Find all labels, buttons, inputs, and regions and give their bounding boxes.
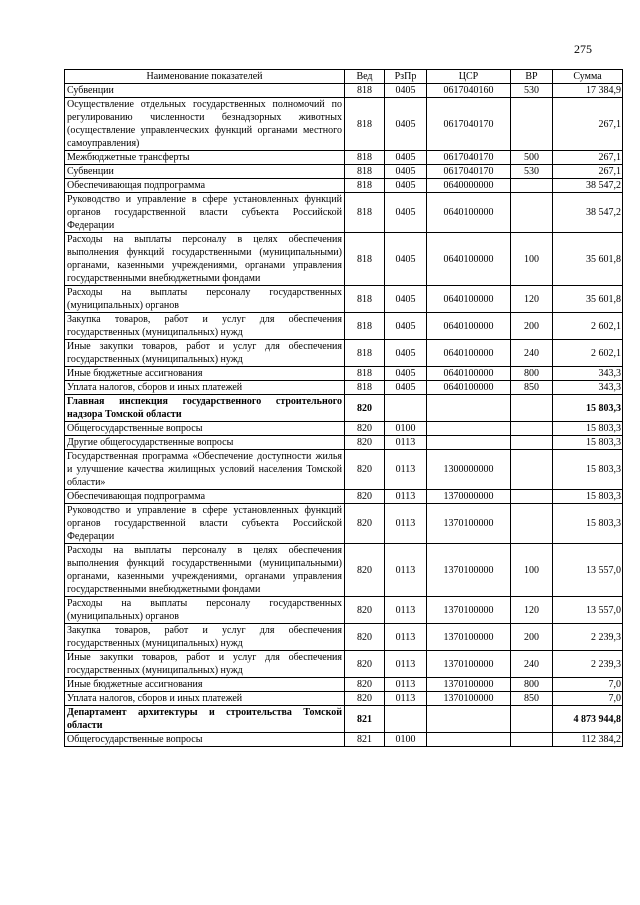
cell-sum: 343,3 [553, 381, 623, 395]
table-header-row [65, 70, 623, 84]
cell-rzpr: 0405 [385, 340, 427, 367]
table-row [65, 733, 623, 747]
cell-vr: 240 [511, 340, 553, 367]
cell-sum: 2 602,1 [553, 313, 623, 340]
cell-csr: 1370000000 [427, 490, 511, 504]
cell-csr: 0640100000 [427, 286, 511, 313]
cell-rzpr: 0405 [385, 84, 427, 98]
cell-ved: 820 [345, 624, 385, 651]
cell-sum: 15 803,3 [553, 436, 623, 450]
cell-csr: 0640100000 [427, 381, 511, 395]
cell-vr [511, 179, 553, 193]
cell-ved: 820 [345, 450, 385, 490]
cell-rzpr: 0100 [385, 733, 427, 747]
cell-vr: 200 [511, 313, 553, 340]
table-row [65, 340, 623, 367]
cell-rzpr: 0405 [385, 313, 427, 340]
cell-name: Межбюджетные трансферты [65, 151, 345, 165]
cell-name: Уплата налогов, сборов и иных платежей [65, 381, 345, 395]
cell-rzpr: 0113 [385, 436, 427, 450]
cell-ved: 818 [345, 179, 385, 193]
cell-name: Осуществление отдельных государственных полномочий по регулированию численности безнадзорных животных (осуществление управленческих функций органами местного самоуправления) [65, 98, 345, 151]
table-row [65, 490, 623, 504]
cell-sum: 4 873 944,8 [553, 706, 623, 733]
cell-rzpr: 0100 [385, 422, 427, 436]
cell-ved: 818 [345, 151, 385, 165]
cell-ved: 818 [345, 381, 385, 395]
cell-name: Иные бюджетные ассигнования [65, 367, 345, 381]
cell-rzpr: 0405 [385, 381, 427, 395]
cell-csr [427, 733, 511, 747]
cell-csr: 1300000000 [427, 450, 511, 490]
cell-rzpr: 0113 [385, 624, 427, 651]
cell-sum: 2 239,3 [553, 651, 623, 678]
cell-csr: 0617040170 [427, 98, 511, 151]
cell-sum: 267,1 [553, 151, 623, 165]
cell-rzpr: 0113 [385, 450, 427, 490]
cell-name: Обеспечивающая подпрограмма [65, 179, 345, 193]
header-vr: ВР [511, 70, 553, 84]
cell-vr: 530 [511, 165, 553, 179]
header-csr: ЦСР [427, 70, 511, 84]
cell-rzpr: 0113 [385, 544, 427, 597]
cell-vr: 100 [511, 544, 553, 597]
cell-ved: 820 [345, 692, 385, 706]
cell-sum: 35 601,8 [553, 233, 623, 286]
cell-sum: 2 239,3 [553, 624, 623, 651]
cell-sum: 35 601,8 [553, 286, 623, 313]
cell-name: Расходы на выплаты персоналу в целях обеспечения выполнения функций государственными (муниципальными) органами, казенными учреждениями, органами управления государственными внебюджетными фондами [65, 544, 345, 597]
cell-sum: 112 384,2 [553, 733, 623, 747]
cell-name: Руководство и управление в сфере установленных функций органов государственной власти субъекта Российской Федерации [65, 193, 345, 233]
cell-ved: 818 [345, 367, 385, 381]
cell-vr [511, 490, 553, 504]
cell-vr [511, 395, 553, 422]
cell-rzpr: 0113 [385, 490, 427, 504]
cell-rzpr: 0405 [385, 98, 427, 151]
cell-ved: 818 [345, 286, 385, 313]
cell-vr: 530 [511, 84, 553, 98]
cell-csr: 1370100000 [427, 597, 511, 624]
cell-csr [427, 422, 511, 436]
cell-ved: 818 [345, 313, 385, 340]
header-sum: Сумма [553, 70, 623, 84]
cell-ved: 820 [345, 597, 385, 624]
cell-name: Общегосударственные вопросы [65, 733, 345, 747]
table-row [65, 233, 623, 286]
cell-name: Расходы на выплаты персоналу государственных (муниципальных) органов [65, 597, 345, 624]
table-row [65, 504, 623, 544]
cell-rzpr: 0113 [385, 504, 427, 544]
cell-vr [511, 733, 553, 747]
cell-csr: 0617040160 [427, 84, 511, 98]
cell-csr: 1370100000 [427, 624, 511, 651]
cell-sum: 15 803,3 [553, 504, 623, 544]
table-row [65, 706, 623, 733]
cell-csr: 0640100000 [427, 313, 511, 340]
cell-rzpr: 0405 [385, 367, 427, 381]
cell-ved: 818 [345, 340, 385, 367]
cell-ved: 821 [345, 733, 385, 747]
cell-vr: 850 [511, 692, 553, 706]
table-row [65, 544, 623, 597]
cell-rzpr [385, 395, 427, 422]
table-row [65, 179, 623, 193]
cell-sum: 15 803,3 [553, 450, 623, 490]
cell-rzpr: 0113 [385, 651, 427, 678]
cell-ved: 820 [345, 651, 385, 678]
table-row [65, 367, 623, 381]
cell-sum: 17 384,9 [553, 84, 623, 98]
table-row [65, 651, 623, 678]
table-row [65, 422, 623, 436]
cell-vr: 850 [511, 381, 553, 395]
table-row [65, 193, 623, 233]
table-row [65, 381, 623, 395]
header-name: Наименование показателей [65, 70, 345, 84]
cell-rzpr: 0405 [385, 151, 427, 165]
cell-vr [511, 504, 553, 544]
cell-sum: 2 602,1 [553, 340, 623, 367]
cell-vr: 800 [511, 367, 553, 381]
cell-name: Расходы на выплаты персоналу государственных (муниципальных) органов [65, 286, 345, 313]
cell-ved: 820 [345, 490, 385, 504]
table-row [65, 395, 623, 422]
cell-rzpr: 0405 [385, 286, 427, 313]
header-ved: Вед [345, 70, 385, 84]
cell-ved: 818 [345, 165, 385, 179]
cell-csr: 0640000000 [427, 179, 511, 193]
cell-name: Иные бюджетные ассигнования [65, 678, 345, 692]
cell-name: Иные закупки товаров, работ и услуг для обеспечения государственных (муниципальных) нужд [65, 340, 345, 367]
cell-ved: 818 [345, 233, 385, 286]
cell-csr: 1370100000 [427, 692, 511, 706]
table-row [65, 450, 623, 490]
cell-ved: 820 [345, 544, 385, 597]
cell-vr [511, 193, 553, 233]
cell-sum: 13 557,0 [553, 597, 623, 624]
cell-vr: 120 [511, 597, 553, 624]
cell-name: Расходы на выплаты персоналу в целях обеспечения выполнения функций государственными (муниципальными) органами, казенными учреждениями, органами управления государственными внебюджетными фондами [65, 233, 345, 286]
page-number: 275 [574, 42, 592, 56]
cell-csr: 0617040170 [427, 151, 511, 165]
cell-csr: 0640100000 [427, 367, 511, 381]
cell-sum: 7,0 [553, 692, 623, 706]
cell-name: Закупка товаров, работ и услуг для обеспечения государственных (муниципальных) нужд [65, 624, 345, 651]
table-row [65, 597, 623, 624]
cell-csr: 1370100000 [427, 678, 511, 692]
cell-sum: 13 557,0 [553, 544, 623, 597]
table-row [65, 98, 623, 151]
cell-vr: 200 [511, 624, 553, 651]
cell-name: Департамент архитектуры и строительства Томской области [65, 706, 345, 733]
cell-name: Обеспечивающая подпрограмма [65, 490, 345, 504]
header-rzpr: РзПр [385, 70, 427, 84]
cell-rzpr: 0113 [385, 678, 427, 692]
cell-csr [427, 395, 511, 422]
cell-sum: 15 803,3 [553, 422, 623, 436]
table-row [65, 313, 623, 340]
cell-vr: 120 [511, 286, 553, 313]
cell-csr: 0640100000 [427, 193, 511, 233]
cell-name: Руководство и управление в сфере установленных функций органов государственной власти субъекта Российской Федерации [65, 504, 345, 544]
cell-ved: 820 [345, 504, 385, 544]
cell-csr [427, 436, 511, 450]
cell-name: Субвенции [65, 84, 345, 98]
cell-name: Главная инспекция государственного строительного надзора Томской области [65, 395, 345, 422]
cell-name: Государственная программа «Обеспечение доступности жилья и улучшение качества жилищных условий населения Томской области» [65, 450, 345, 490]
cell-ved: 821 [345, 706, 385, 733]
cell-rzpr: 0113 [385, 597, 427, 624]
cell-sum: 343,3 [553, 367, 623, 381]
cell-name: Иные закупки товаров, работ и услуг для обеспечения государственных (муниципальных) нужд [65, 651, 345, 678]
cell-ved: 820 [345, 436, 385, 450]
cell-vr: 240 [511, 651, 553, 678]
cell-name: Закупка товаров, работ и услуг для обеспечения государственных (муниципальных) нужд [65, 313, 345, 340]
cell-rzpr: 0405 [385, 165, 427, 179]
cell-vr [511, 422, 553, 436]
cell-sum: 38 547,2 [553, 179, 623, 193]
table-row [65, 692, 623, 706]
cell-csr: 1370100000 [427, 544, 511, 597]
table-row [65, 436, 623, 450]
cell-name: Общегосударственные вопросы [65, 422, 345, 436]
cell-csr: 1370100000 [427, 504, 511, 544]
cell-sum: 15 803,3 [553, 490, 623, 504]
cell-ved: 820 [345, 422, 385, 436]
cell-csr: 0617040170 [427, 165, 511, 179]
cell-rzpr: 0405 [385, 179, 427, 193]
cell-ved: 820 [345, 678, 385, 692]
cell-vr [511, 450, 553, 490]
cell-rzpr: 0113 [385, 692, 427, 706]
cell-sum: 15 803,3 [553, 395, 623, 422]
cell-vr: 800 [511, 678, 553, 692]
cell-vr [511, 436, 553, 450]
cell-rzpr [385, 706, 427, 733]
table-row [65, 678, 623, 692]
cell-csr: 0640100000 [427, 340, 511, 367]
cell-sum: 38 547,2 [553, 193, 623, 233]
cell-name: Субвенции [65, 165, 345, 179]
cell-vr: 500 [511, 151, 553, 165]
table-row [65, 165, 623, 179]
cell-sum: 267,1 [553, 98, 623, 151]
cell-vr [511, 706, 553, 733]
cell-sum: 7,0 [553, 678, 623, 692]
cell-ved: 818 [345, 98, 385, 151]
cell-vr: 100 [511, 233, 553, 286]
cell-csr: 1370100000 [427, 651, 511, 678]
budget-table [64, 69, 623, 747]
table-row [65, 286, 623, 313]
cell-rzpr: 0405 [385, 233, 427, 286]
table-row [65, 84, 623, 98]
cell-ved: 818 [345, 193, 385, 233]
cell-name: Уплата налогов, сборов и иных платежей [65, 692, 345, 706]
cell-csr [427, 706, 511, 733]
cell-name: Другие общегосударственные вопросы [65, 436, 345, 450]
cell-csr: 0640100000 [427, 233, 511, 286]
cell-ved: 820 [345, 395, 385, 422]
cell-ved: 818 [345, 84, 385, 98]
table-row [65, 624, 623, 651]
table-row [65, 151, 623, 165]
cell-rzpr: 0405 [385, 193, 427, 233]
cell-vr [511, 98, 553, 151]
cell-sum: 267,1 [553, 165, 623, 179]
